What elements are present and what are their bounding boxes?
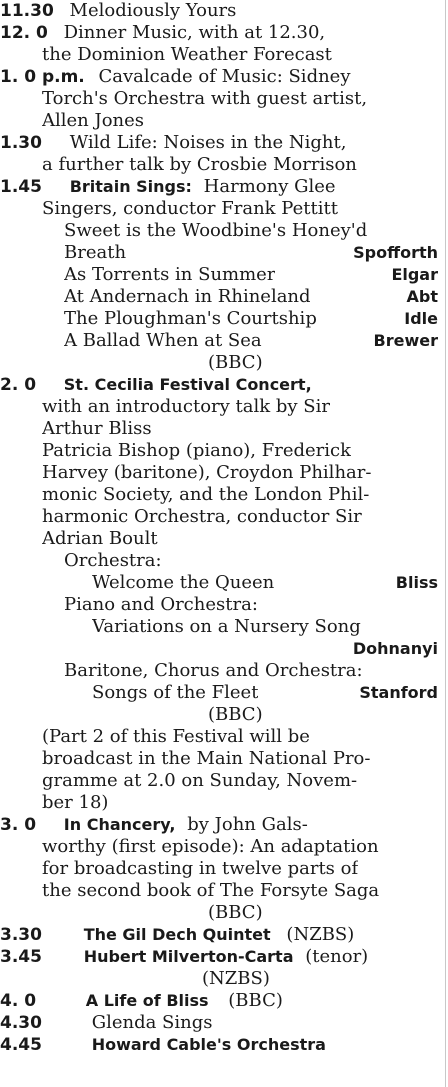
programme-text: for broadcasting in twelve parts of [42,858,359,879]
time-label: 4. 0 [0,991,37,1011]
listing-line [0,1034,326,1056]
program-heading: Orchestra: [64,550,162,571]
source-credit: (NZBS) [202,968,270,989]
programme-text: Allen Jones [42,110,145,131]
song-title: Sweet is the Woodbine's Honey'd [64,220,368,241]
composer-name: Dohnanyi [352,639,438,658]
programme-note: gramme at 2.0 on Sunday, Novem- [42,770,358,791]
listing-line [0,132,346,154]
programme-text: the Dominion Weather Forecast [42,44,332,65]
time-label: 1.30 [0,133,42,153]
work-title: Variations on a Nursery Song [92,616,361,637]
programme-title: The Gil Dech Quintet [83,925,271,944]
time-label: 12. 0 [0,23,48,43]
programme-title: Hubert Milverton-Carta [83,947,294,966]
programme-text: Torch's Orchestra with guest artist, [42,88,368,109]
programme-note: (Part 2 of this Festival will be [42,726,310,747]
programme-title: In Chancery, [63,815,176,834]
time-label: 4.30 [0,1013,42,1033]
programme-title: Glenda Sings [91,1012,213,1033]
song-title: A Ballad When at Sea [64,330,262,351]
work-title: Songs of the Fleet [92,682,259,703]
programme-title: A Life of Bliss [85,991,209,1010]
listing-line [0,946,368,968]
program-heading: Piano and Orchestra: [64,594,258,615]
source-credit: (NZBS) [286,924,355,945]
programme-title: Howard Cable's Orchestra [91,1035,326,1054]
programme-text: Adrian Boult [42,528,158,549]
programme-text: Singers, conductor Frank Pettitt [42,198,338,219]
composer-name: Abt [406,287,438,306]
programme-text: Dinner Music, with at 12.30, [63,22,326,43]
time-label: 1.45 [0,177,42,197]
time-label: 4.45 [0,1035,42,1055]
composer-name: Spofforth [353,243,438,262]
listing-line [0,990,283,1012]
source-credit: (BBC) [208,902,263,923]
composer-name: Elgar [391,265,438,284]
song-title: As Torrents in Summer [64,264,276,285]
listing-line [0,176,336,198]
programme-text: by John Gals- [187,814,308,835]
time-label: 3.45 [0,947,42,967]
programme-title: St. Cecilia Festival Concert, [63,375,312,394]
source-credit: (BBC) [228,990,283,1011]
time-label: 1. 0 p.m. [0,67,85,87]
listing-line [0,1012,212,1034]
listing-line [0,374,312,396]
programme-text: a further talk by Crosbie Morrison [42,154,357,175]
programme-text: worthy (first episode): An adaptation [42,836,379,857]
programme-text: with an introductory talk by Sir [42,396,330,417]
composer-name: Idle [404,309,438,328]
programme-text: Harmony Glee [203,176,336,197]
listing-line [0,22,325,44]
listing-line [0,0,236,22]
programme-title: Melodiously Yours [69,0,237,21]
program-heading: Baritone, Chorus and Orchestra: [64,660,363,681]
programme-text: Wild Life: Noises in the Night, [69,132,347,153]
programme-text: Arthur Bliss [42,418,152,439]
song-title: Breath [64,242,127,263]
source-credit: (BBC) [208,352,263,373]
programme-text: Harvey (baritone), Croydon Philhar- [42,462,372,483]
programme-text: monic Society, and the London Phil- [42,484,370,505]
composer-name: Stanford [359,683,438,702]
source-credit: (BBC) [208,704,263,725]
programme-text: Patricia Bishop (piano), Frederick [42,440,352,461]
work-title: Welcome the Queen [92,572,275,593]
composer-name: Brewer [373,331,438,350]
programme-text: Cavalcade of Music: Sidney [98,66,351,87]
programme-text: harmonic Orchestra, conductor Sir [42,506,362,527]
programme-title: Britain Sings: [69,177,192,196]
programme-note: broadcast in the Main National Pro- [42,748,371,769]
programme-text: the second book of The Forsyte Saga [42,880,380,901]
listing-line [0,66,351,88]
time-label: 11.30 [0,1,54,21]
song-title: The Ploughman's Courtship [64,308,317,329]
composer-name: Bliss [395,573,438,592]
listing-line [0,924,354,946]
time-label: 2. 0 [0,375,37,395]
column-rule [445,0,446,1087]
listing-line [0,814,308,836]
programme-text: (tenor) [305,946,369,967]
time-label: 3.30 [0,925,42,945]
programme-note: ber 18) [42,792,109,813]
time-label: 3. 0 [0,815,37,835]
song-title: At Andernach in Rhineland [64,286,311,307]
